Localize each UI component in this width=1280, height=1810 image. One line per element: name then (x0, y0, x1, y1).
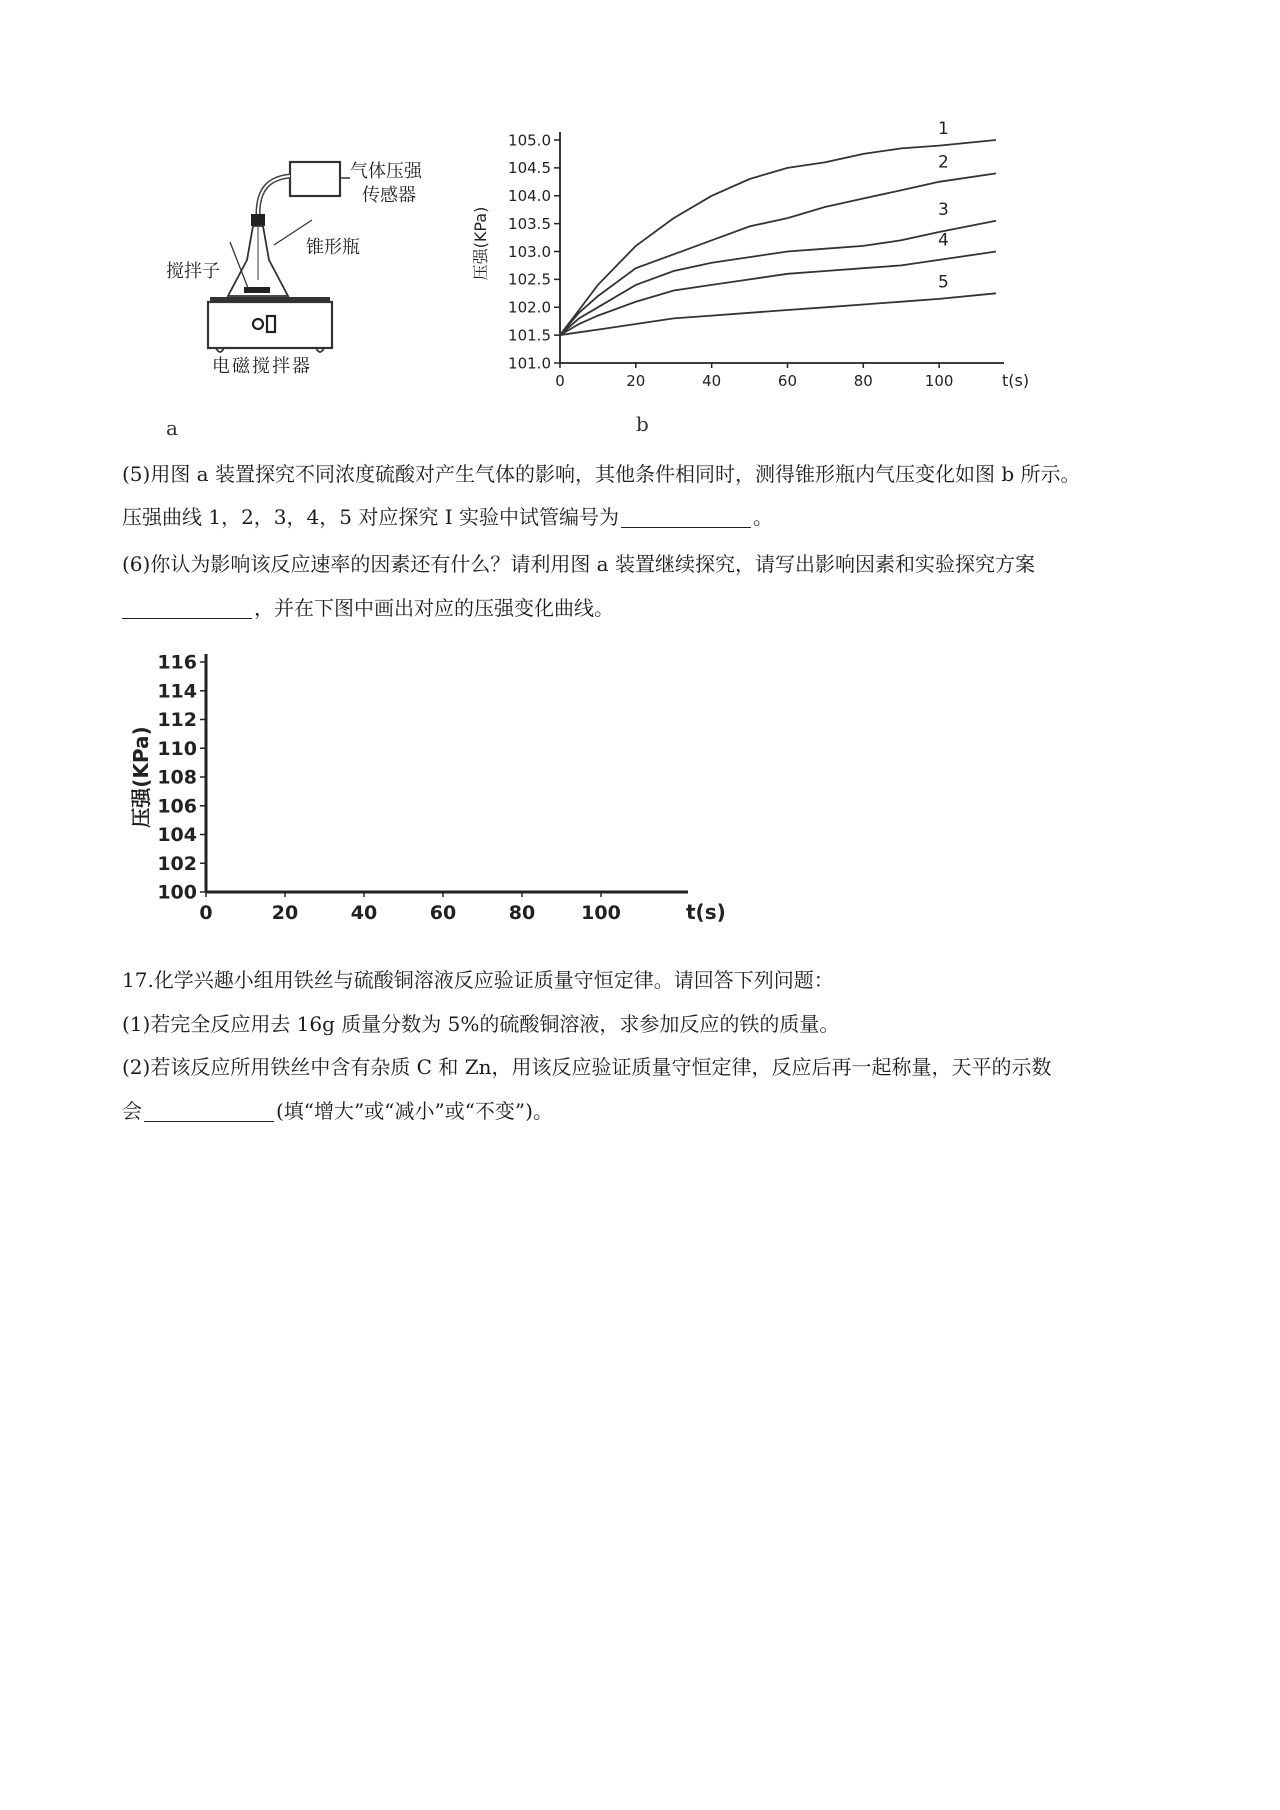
y-tick-label: 112 (157, 709, 197, 732)
y-tick-label: 106 (157, 795, 197, 818)
x-tick-label: 80 (508, 902, 536, 924)
x-tick-label: 100 (924, 372, 954, 390)
sensor-tube (258, 176, 290, 214)
y-tick-label: 110 (157, 737, 197, 760)
series-label-4: 4 (938, 230, 949, 251)
y-tick-label: 103.5 (508, 214, 551, 233)
x-axis-label: t(s) (686, 900, 726, 924)
y-tick-label: 104 (157, 824, 197, 847)
blank-pressure-chart (120, 640, 726, 940)
apparatus-diagram (200, 150, 480, 380)
figure-b-caption: b (636, 412, 649, 436)
y-tick-label: 102.5 (508, 270, 551, 289)
y-tick-label: 108 (157, 766, 197, 789)
question-17-2-line-2: 会 (填“增大”或“减小”或“不变”)。 (122, 1099, 553, 1123)
x-tick-label: 80 (853, 372, 873, 390)
y-tick-label: 116 (157, 651, 197, 674)
stirrer-label: 电磁搅拌器 (212, 356, 312, 377)
magnetic-stirrer (208, 302, 332, 348)
y-axis-label: 压强(KPa) (471, 206, 490, 281)
figure-a-caption: a (166, 416, 178, 440)
x-tick-label: 40 (350, 902, 378, 924)
y-tick-label: 104.5 (508, 159, 551, 178)
pressure-sensor-box (290, 162, 340, 196)
series-line-3 (560, 221, 996, 335)
stopper (251, 214, 265, 226)
question-17-intro: 17.化学兴趣小组用铁丝与硫酸铜溶液反应验证质量守恒定律。请回答下列问题： (122, 968, 834, 992)
x-tick-label: 60 (777, 372, 798, 390)
q17-2-answer-blank[interactable] (144, 1101, 274, 1122)
y-tick-label: 101.5 (508, 326, 551, 345)
y-tick-label: 105.0 (508, 131, 551, 150)
x-tick-label: 0 (199, 902, 213, 924)
y-tick-label: 102 (157, 852, 197, 875)
y-tick-label: 114 (157, 680, 197, 703)
stir-bar-label: 搅拌子 (166, 261, 220, 282)
x-tick-label: 100 (581, 902, 621, 924)
question-17-2-line-1: (2)若该反应所用铁丝中含有杂质 C 和 Zn，用该反应验证质量守恒定律，反应后再一起称量，天平的示数 (122, 1055, 1052, 1079)
question-5-line-2: 压强曲线 1，2，3，4，5 对应探究 I 实验中试管编号为 。 (122, 505, 773, 529)
y-tick-label: 104.0 (508, 187, 551, 205)
y-tick-label: 101.0 (508, 354, 551, 373)
q6-answer-blank[interactable] (122, 598, 252, 619)
x-tick-label: 0 (555, 372, 565, 390)
question-17-1: (1)若完全反应用去 16g 质量分数为 5%的硫酸铜溶液，求参加反应的铁的质量。 (122, 1012, 840, 1036)
series-label-2: 2 (938, 152, 949, 173)
x-tick-label: 60 (429, 902, 457, 924)
question-6-line-1: (6)你认为影响该反应速率的因素还有什么？请利用图 a 装置继续探究，请写出影响因素和实验探究方案 (122, 552, 1035, 576)
series-label-3: 3 (938, 199, 949, 220)
series-label-1: 1 (938, 119, 949, 139)
pressure-chart-b (460, 119, 1030, 400)
question-5-line-1: (5)用图 a 装置探究不同浓度硫酸对产生气体的影响，其他条件相同时，测得锥形瓶内气压变化如图 b 所示。 (122, 462, 1081, 486)
x-tick-label: 20 (271, 902, 299, 924)
x-axis-label: t(s) (1002, 371, 1030, 390)
y-tick-label: 102.0 (508, 298, 551, 317)
y-axis-label: 压强(KPa) (129, 726, 153, 828)
series-label-5: 5 (938, 272, 949, 293)
flask-label: 锥形瓶 (306, 237, 360, 258)
question-6-line-2: ，并在下图中画出对应的压强变化曲线。 (122, 594, 614, 622)
series-line-4 (560, 252, 996, 336)
x-tick-label: 20 (626, 372, 646, 390)
y-tick-label: 100 (157, 881, 197, 904)
q5-answer-blank[interactable] (621, 507, 751, 528)
sensor-label: 气体压强 传感器 (350, 161, 422, 206)
x-tick-label: 40 (702, 372, 722, 390)
y-tick-label: 103.0 (508, 242, 551, 261)
series-line-5 (560, 293, 996, 335)
